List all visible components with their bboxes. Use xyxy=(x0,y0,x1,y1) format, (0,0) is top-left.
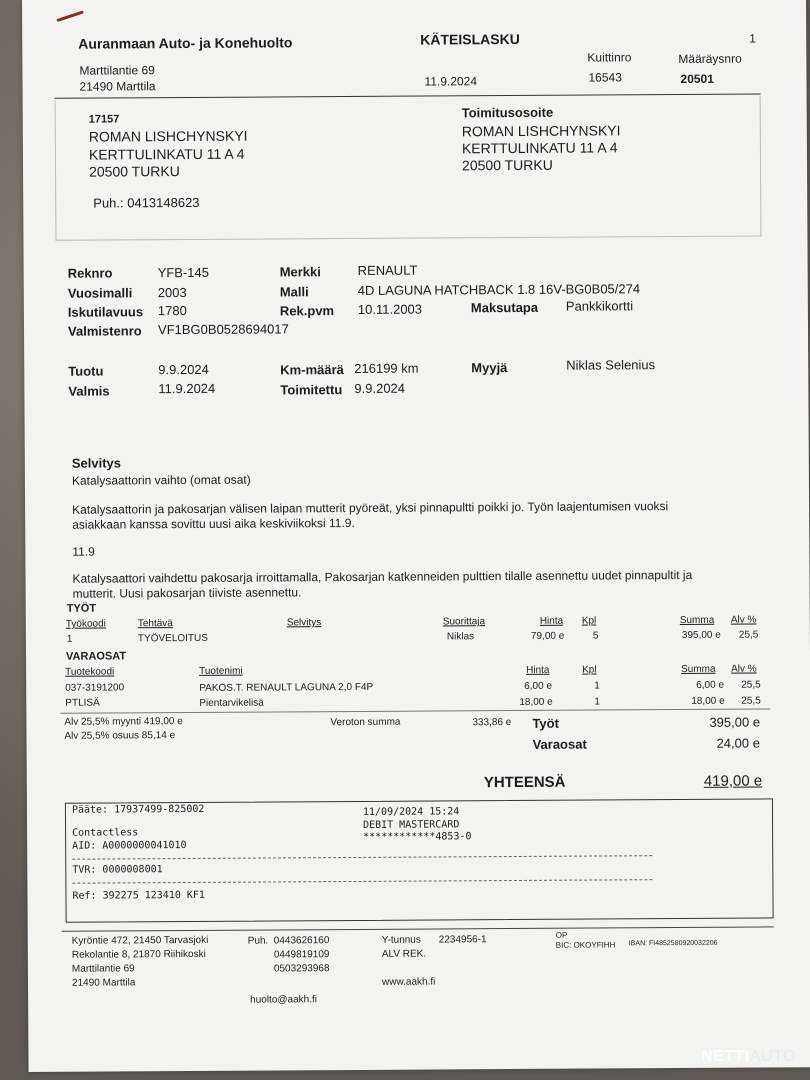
delivered-label: Toimitettu xyxy=(280,382,343,398)
in-value: 9.9.2024 xyxy=(158,361,209,378)
footer-email[interactable]: huolto@aakh.fi xyxy=(250,994,318,1006)
work-header-performer: Suorittaja xyxy=(442,616,486,628)
work-header-code: Työkoodi xyxy=(65,618,106,630)
nettiauto-watermark xyxy=(701,1048,796,1066)
net-value: 333,86 e xyxy=(472,717,512,729)
parts-row1-qty: 1 xyxy=(594,680,600,692)
work-header-desc: Selvitys xyxy=(286,617,322,629)
report-para2-line2: mutterit. Uusi pakosarjan tiiviste asennettu. xyxy=(72,585,302,601)
parts-total-value: 24,00 e xyxy=(716,735,760,751)
km-value: 216199 km xyxy=(354,360,419,376)
regdate-value: 10.11.2003 xyxy=(357,301,423,317)
report-label: Selvitys xyxy=(71,455,122,471)
report-para2-line1: Katalysaattori vaihdettu pakosarja irroittamalla, Pakosarjan katkenneiden pulttien tilalle asennettu uudet pinnapultit ja xyxy=(72,567,693,586)
payment-label: Maksutapa xyxy=(470,299,539,316)
delivery-street: KERTTULINKATU 11 A 4 xyxy=(461,139,618,157)
footer-iban: IBAN: FI4852580920032206 xyxy=(628,939,718,948)
card-tvr: TVR: 0000008001 xyxy=(72,864,163,876)
footer-op: OP xyxy=(555,930,568,940)
work-header-qty: Kpl xyxy=(581,615,597,627)
customer-id: 17157 xyxy=(88,113,120,126)
document-title: KÄTEISLASKU xyxy=(420,30,520,48)
watermark-part1: NETTI xyxy=(701,1048,750,1065)
footer-addr2: Rekolantie 8, 21870 Riihikoski xyxy=(71,948,206,961)
make-value: RENAULT xyxy=(357,262,418,278)
parts-header-sum: Summa xyxy=(681,663,716,675)
footer-addr4: 21490 Marttila xyxy=(71,977,136,989)
pen-mark xyxy=(56,10,84,22)
footer-web[interactable]: www.aakh.fi xyxy=(381,976,436,988)
parts-header-vat: Alv % xyxy=(731,663,757,675)
delivered-value: 9.9.2024 xyxy=(354,380,406,396)
km-label: Km-määrä xyxy=(280,362,344,378)
parts-header-qty: Kpl xyxy=(582,664,597,676)
report-date2: 11.9 xyxy=(72,544,95,559)
customer-phone: Puh.: 0413148623 xyxy=(93,194,200,211)
company-city: 21490 Marttila xyxy=(79,79,156,94)
grand-total-label: YHTEENSÄ xyxy=(483,773,566,792)
card-ref: Ref: 392275 123410 KF1 xyxy=(72,889,205,902)
work-header-price: Hinta xyxy=(539,615,564,627)
customer-street: KERTTULINKATU 11 A 4 xyxy=(88,145,245,163)
receipt-number: 16543 xyxy=(588,70,622,85)
parts-row2-price: 18,00 e xyxy=(519,696,553,708)
parts-header-name: Tuotenimi xyxy=(199,665,243,677)
parts-row1-name: PAKOS.T. RENAULT LAGUNA 2,0 F4P xyxy=(199,681,374,694)
parts-header-price: Hinta xyxy=(526,664,550,676)
parts-row1-price: 6,00 e xyxy=(524,680,553,692)
displacement-label: Iskutilavuus xyxy=(67,304,144,320)
done-label: Valmis xyxy=(68,383,110,399)
payment-value: Pankkikortti xyxy=(565,298,634,314)
report-line1: Katalysaattorin vaihto (omat osat) xyxy=(71,472,251,488)
page-number: 1 xyxy=(749,31,756,46)
parts-total-label: Varaosat xyxy=(532,736,587,752)
footer-alv: ALV REK. xyxy=(381,948,427,960)
reg-value: YFB-145 xyxy=(157,264,210,281)
model-value: 4D LAGUNA HATCHBACK 1.8 16V-BG0B05/274 xyxy=(357,281,641,298)
parts-row1-sum: 6,00 e xyxy=(696,679,725,691)
parts-header-code: Tuotekoodi xyxy=(65,666,115,678)
card-type: DEBIT MASTERCARD xyxy=(363,819,460,831)
parts-section-label: VARAOSAT xyxy=(65,650,127,663)
done-value: 11.9.2024 xyxy=(158,380,216,397)
work-header-vat: Alv % xyxy=(730,614,757,626)
parts-row2-code: PTLISÄ xyxy=(65,697,100,709)
report-para1-line1: Katalysaattorin ja pakosarjan välisen laipan mutterit pyöreät, yksi pinnapultti poikki jo. Työn laajentumisen vuoksi xyxy=(72,499,669,517)
work-row-price: 79,00 e xyxy=(530,630,565,642)
make-label: Merkki xyxy=(279,264,321,280)
vin-value: VF1BG0B0528694017 xyxy=(157,321,289,338)
footer-phone2: 0449819109 xyxy=(273,949,330,961)
footer-phone3: 0503293968 xyxy=(273,963,330,975)
footer-divider xyxy=(62,926,774,931)
work-header-task: Tehtävä xyxy=(137,618,173,630)
model-label: Malli xyxy=(279,284,309,300)
delivery-city: 20500 TURKU xyxy=(461,156,553,174)
parts-row1-code: 037-3191200 xyxy=(65,682,125,694)
footer-phone1: 0443626160 xyxy=(273,935,330,947)
invoice-paper xyxy=(22,0,810,1072)
work-total-value: 395,00 e xyxy=(709,714,761,730)
vin-label: Valmistenro xyxy=(67,323,142,339)
parts-row2-qty: 1 xyxy=(594,696,600,708)
footer-phone-label: Puh. xyxy=(247,935,269,947)
order-number: 20501 xyxy=(680,71,714,86)
report-para1-line2: asiakkaan kanssa sovittu uusi aika keskiviikoksi 11.9. xyxy=(72,515,355,532)
watermark-part2: AUTO xyxy=(749,1048,796,1065)
parts-row1-vat: 25,5 xyxy=(741,679,761,691)
card-terminal: Pääte: 17937499-825002 xyxy=(71,803,205,816)
footer-addr1: Kyröntie 472, 21450 Tarvasjoki xyxy=(71,934,209,947)
customer-name: ROMAN LISHCHYNSKYI xyxy=(88,127,248,145)
card-contactless: Contactless xyxy=(72,827,139,839)
vat-sales: Alv 25,5% myynti 419,00 e xyxy=(64,716,183,728)
parts-divider xyxy=(60,708,770,713)
regdate-label: Rek.pvm xyxy=(279,303,335,319)
footer-bic: BIC: OKOYFIHH xyxy=(555,940,616,950)
work-row-code: 1 xyxy=(66,633,73,645)
company-name: Auranmaan Auto- ja Konehuolto xyxy=(78,34,293,52)
work-total-label: Työt xyxy=(532,715,559,731)
card-aid: AID: A0000000041010 xyxy=(72,840,187,852)
in-label: Tuotu xyxy=(68,363,104,379)
seller-label: Myyjä xyxy=(471,360,508,376)
footer-ytunnus-label: Y-tunnus xyxy=(381,934,421,946)
company-street: Marttilantie 69 xyxy=(79,63,155,78)
receipt-label: Kuittinro xyxy=(587,50,632,65)
order-label: Määräysnro xyxy=(678,51,742,66)
work-row-sum: 395,00 e xyxy=(681,629,721,641)
card-datetime: 11/09/2024 15:24 xyxy=(362,806,460,818)
seller-value: Niklas Selenius xyxy=(566,357,656,373)
work-row-performer: Niklas xyxy=(446,631,475,643)
grand-total-value: 419,00 e xyxy=(703,772,763,790)
reg-label: Reknro xyxy=(67,265,113,281)
footer-ytunnus: 2234956-1 xyxy=(438,934,487,946)
customer-city: 20500 TURKU xyxy=(89,163,180,180)
work-row-vat: 25,5 xyxy=(738,629,759,641)
parts-row2-sum: 18,00 e xyxy=(691,695,725,707)
work-section-label: TYÖT xyxy=(66,602,97,615)
displacement-value: 1780 xyxy=(157,302,187,319)
delivery-name: ROMAN LISHCHYNSKYI xyxy=(461,122,621,140)
year-label: Vuosimalli xyxy=(67,285,133,301)
delivery-label: Toimitusosoite xyxy=(461,104,554,121)
year-value: 2003 xyxy=(157,284,187,301)
work-header-sum: Summa xyxy=(679,614,715,626)
net-label: Veroton summa xyxy=(330,716,401,729)
footer-addr3: Marttilantie 69 xyxy=(71,963,135,975)
parts-row2-vat: 25,5 xyxy=(741,695,761,707)
work-row-qty: 5 xyxy=(592,630,599,642)
work-row-task: TYÖVELOITUS xyxy=(137,632,208,645)
invoice-date: 11.9.2024 xyxy=(424,74,478,89)
parts-row2-name: Pientarvikelisä xyxy=(199,697,264,709)
vat-share: Alv 25,5% osuus 85,14 e xyxy=(64,730,176,742)
card-number: ************4853-0 xyxy=(363,831,472,843)
